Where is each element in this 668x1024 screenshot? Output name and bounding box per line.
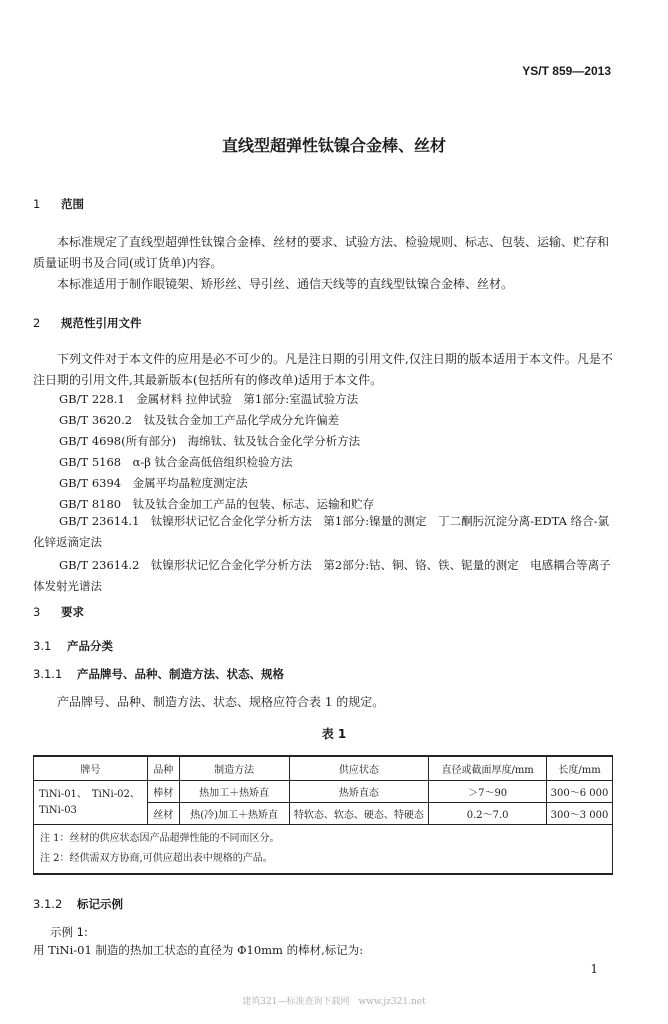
section-1-paragraph-1: 本标准规定了直线型超弹性钛镍合金棒、丝材的要求、试验方法、检验规则、标志、包装、运输、贮存和质量证明书及合同(或订货单)内容。 <box>33 235 610 270</box>
section-3-number: 3 <box>33 605 41 619</box>
reference-item-long-1: GB/T 23614.1 钛镍形状记忆合金化学分析方法 第1部分:镍量的测定 丁二酮肟沉淀分离-EDTA 络合-氯化锌返滴定法 <box>33 514 609 549</box>
cell-state: 特软态、软态、硬态、特硬态 <box>289 803 429 825</box>
cell-method: 热加工＋热矫直 <box>179 781 289 803</box>
section-3-heading <box>33 604 84 620</box>
section-1-paragraph-2: 本标准适用于制作眼镜架、矫形丝、导引丝、通信天线等的直线型钛镍合金棒、丝材。 <box>57 277 514 291</box>
page-number: 1 <box>590 962 598 976</box>
subsection-3-1-2-heading <box>33 896 123 912</box>
cell-dimension: 0.2～7.0 <box>429 803 547 825</box>
footer-watermark: 建筑321—标准查询下载网 www.jz321.net <box>242 997 426 1007</box>
reference-item: GB/T 5168 α-β 钛合金高低倍组织检验方法 <box>59 455 293 469</box>
table-caption: 表 1 <box>321 727 347 741</box>
subsection-3-1-heading <box>33 638 113 654</box>
subsection-3-1-2-number: 3.1.2 <box>33 897 63 911</box>
subsection-3-1-2-title: 标记示例 <box>77 897 123 911</box>
cell-length: 300～3 000 <box>547 803 613 825</box>
header-variety: 品种 <box>147 756 179 781</box>
document-title: 直线型超弹性钛镍合金棒、丝材 <box>221 136 446 155</box>
subsection-3-1-1-title: 产品牌号、品种、制造方法、状态、规格 <box>77 667 284 681</box>
reference-item: GB/T 6394 金属平均晶粒度测定法 <box>59 476 248 490</box>
subsection-3-1-1-number: 3.1.1 <box>33 667 63 681</box>
table-notes <box>34 825 613 875</box>
cell-grade: TiNi-01、 TiNi-02、TiNi-03 <box>34 781 148 825</box>
reference-item: GB/T 4698(所有部分) 海绵钛、钛及钛合金化学分析方法 <box>59 434 361 448</box>
header-method: 制造方法 <box>179 756 289 781</box>
cell-length: 300～6 000 <box>547 781 613 803</box>
section-2-intro: 下列文件对于本文件的应用是必不可少的。凡是注日期的引用文件,仅注日期的版本适用于本文件。凡是不注日期的引用文件,其最新版本(包括所有的修改单)适用于本文件。 <box>33 352 613 387</box>
standard-number: YS/T 859—2013 <box>522 64 611 78</box>
reference-item-long-2: GB/T 23614.2 钛镍形状记忆合金化学分析方法 第2部分:钴、铜、铬、铁、铌量的测定 电感耦合等离子体发射光谱法 <box>33 558 611 593</box>
section-3-title: 要求 <box>61 605 84 619</box>
header-grade: 牌号 <box>34 756 148 781</box>
reference-item: GB/T 3620.2 钛及钛合金加工产品化学成分允许偏差 <box>59 413 340 427</box>
header-length: 长度/mm <box>547 756 613 781</box>
table-row <box>34 781 613 803</box>
subsection-3-1-1-heading <box>33 666 284 682</box>
cell-variety: 丝材 <box>147 803 179 825</box>
product-spec-table <box>33 755 613 875</box>
table-note-2: 注 2：经供需双方协商,可供应超出表中规格的产品。 <box>40 853 273 864</box>
table-note-1: 注 1：丝材的供应状态因产品超弹性能的不同而区分。 <box>40 833 280 844</box>
cell-state: 热矫直态 <box>289 781 429 803</box>
example-text: 用 TiNi-01 制造的热加工状态的直径为 Φ10mm 的棒材,标记为: <box>33 943 364 957</box>
section-2-heading <box>33 315 142 331</box>
section-1-title: 范围 <box>61 197 84 211</box>
section-2-number: 2 <box>33 316 41 330</box>
table-notes-row <box>34 825 613 875</box>
section-2-title: 规范性引用文件 <box>61 316 142 330</box>
cell-method: 热(冷)加工＋热矫直 <box>179 803 289 825</box>
subsection-3-1-number: 3.1 <box>33 639 52 653</box>
header-state: 供应状态 <box>289 756 429 781</box>
example-label: 示例 1: <box>50 925 88 939</box>
subsection-3-1-1-text: 产品牌号、品种、制造方法、状态、规格应符合表 1 的规定。 <box>57 695 385 709</box>
cell-variety: 棒材 <box>147 781 179 803</box>
reference-item: GB/T 228.1 金属材料 拉伸试验 第1部分:室温试验方法 <box>59 392 359 406</box>
subsection-3-1-title: 产品分类 <box>67 639 113 653</box>
cell-dimension: ＞7～90 <box>429 781 547 803</box>
section-1-heading <box>33 196 84 212</box>
table-header-row <box>34 756 613 781</box>
reference-item: GB/T 8180 钛及钛合金加工产品的包装、标志、运输和贮存 <box>59 497 375 511</box>
section-1-number: 1 <box>33 197 41 211</box>
header-dimension: 直径或截面厚度/mm <box>429 756 547 781</box>
